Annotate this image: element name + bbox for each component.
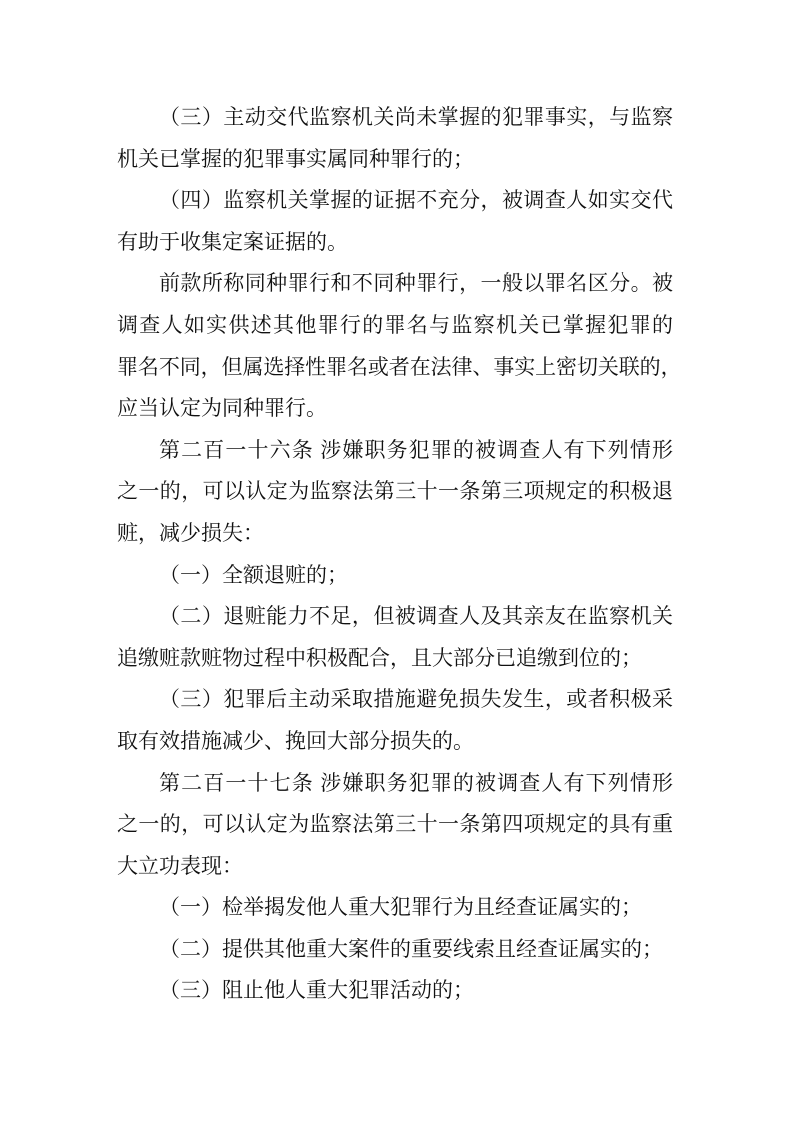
text-line: 应当认定为同种罪行。: [117, 396, 327, 421]
text-line: （一）检举揭发他人重大犯罪行为且经查证属实的；: [159, 895, 642, 920]
article-216-item-1: [117, 555, 673, 597]
item-3-paragraph: [117, 97, 673, 180]
article-217-item-3: [117, 970, 673, 1012]
text-line: 机关已掌握的犯罪事实属同种罪行的；: [117, 146, 474, 171]
text-line: 有助于收集定案证据的。: [117, 229, 348, 254]
text-line: 罪名不同，但属选择性罪名或者在法律、事实上密切关联的，: [117, 354, 681, 379]
text-line: 调查人如实供述其他罪行的罪名与监察机关已掌握犯罪的: [117, 312, 673, 337]
article-216-item-3: [117, 679, 673, 762]
text-line: 之一的，可以认定为监察法第三十一条第三项规定的积极退: [117, 479, 673, 504]
article-216-paragraph: [117, 430, 673, 555]
text-line: （二）退赃能力不足，但被调查人及其亲友在监察机关: [159, 604, 673, 629]
article-217-paragraph: [117, 763, 673, 888]
text-line: 前款所称同种罪行和不同种罪行，一般以罪名区分。被: [159, 271, 673, 296]
text-line: （四）监察机关掌握的证据不充分，被调查人如实交代: [159, 188, 673, 213]
article-217-item-2: [117, 929, 673, 971]
text-line: （三）主动交代监察机关尚未掌握的犯罪事实，与监察: [159, 105, 673, 129]
text-line: 大立功表现：: [117, 853, 243, 878]
text-line: 追缴赃款赃物过程中积极配合，且大部分已追缴到位的；: [117, 645, 642, 670]
text-line: （一）全额退赃的；: [159, 562, 348, 587]
article-217-item-1: [117, 887, 673, 929]
article-216-item-2: [117, 596, 673, 679]
text-line: 第二百一十七条 涉嫌职务犯罪的被调查人有下列情形: [159, 770, 673, 795]
document-body: [117, 97, 681, 1012]
text-line: （三）犯罪后主动采取措施避免损失发生，或者积极采: [159, 687, 673, 712]
text-line: 赃，减少损失：: [117, 520, 264, 545]
text-line: （三）阻止他人重大犯罪活动的；: [159, 978, 474, 1003]
item-4-paragraph: [117, 180, 673, 263]
text-line: （二）提供其他重大案件的重要线索且经查证属实的；: [159, 936, 663, 961]
text-line: 之一的，可以认定为监察法第三十一条第四项规定的具有重: [117, 812, 673, 837]
text-line: 第二百一十六条 涉嫌职务犯罪的被调查人有下列情形: [159, 437, 673, 462]
text-line: 取有效措施减少、挽回大部分损失的。: [117, 728, 474, 753]
same-offense-definition-paragraph: [117, 263, 681, 429]
